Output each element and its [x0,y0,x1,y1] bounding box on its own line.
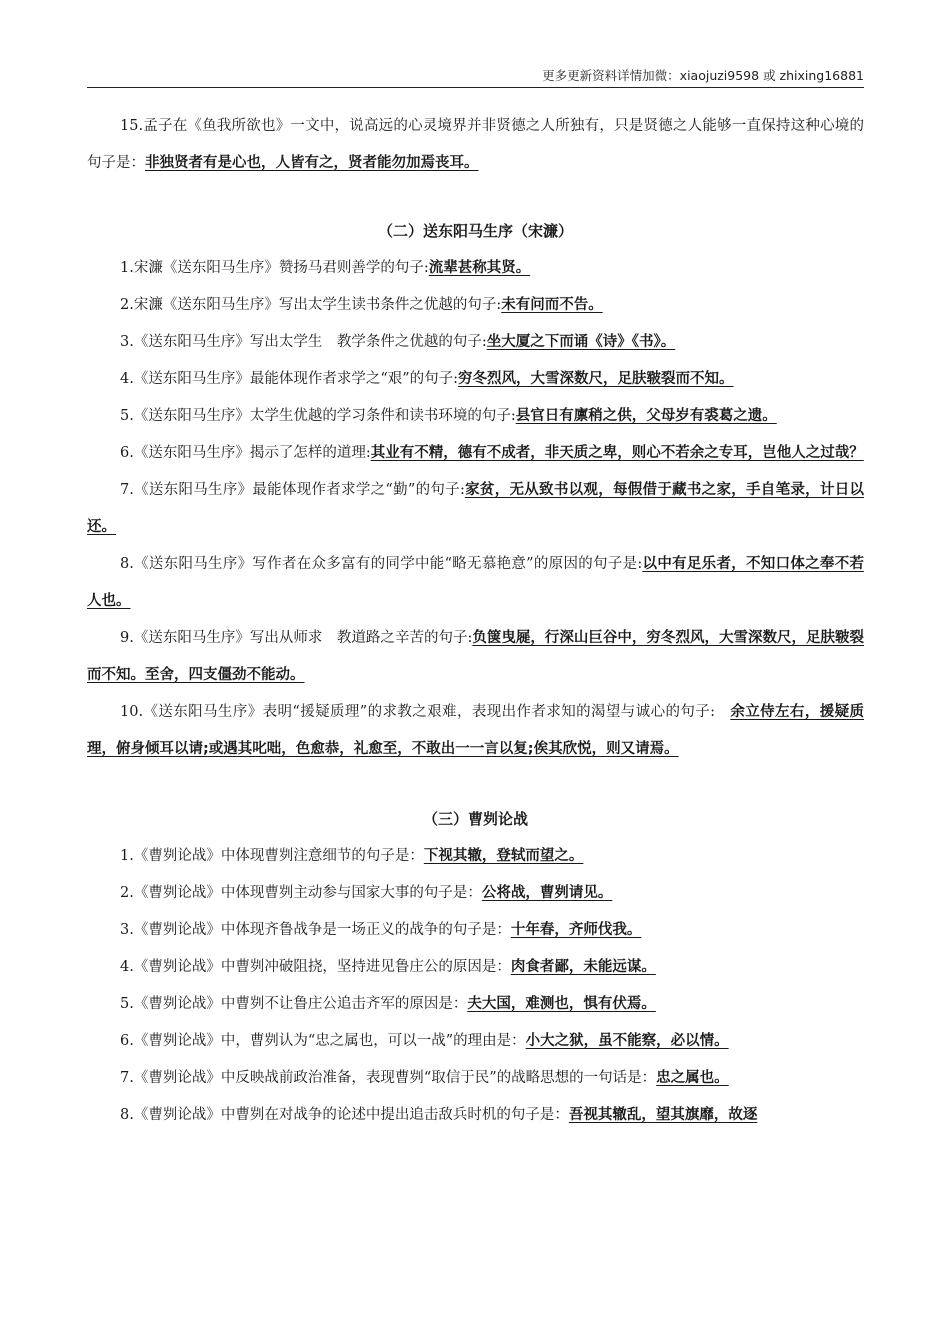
answer-text: 穷冬烈风，大雪深数尺，足肤皲裂而不知。 [458,371,734,387]
question-item [87,287,864,324]
question-prompt: 5.《送东阳马生序》太学生优越的学习条件和读书环境的句子: [120,408,516,424]
question-prompt: 6.《曹刿论战》中，曹刿认为“忠之属也，可以一战”的理由是： [120,1033,526,1049]
answer-text: 下视其辙，登轼而望之。 [423,848,584,864]
question-prompt: 9.《送东阳马生序》写出从师求 教道路之辛苦的句子: [120,630,473,646]
question-prompt: 2.宋濂《送东阳马生序》写出太学生读书条件之优越的句子: [120,297,502,313]
question-prompt: 1.《曹刿论战》中体现曹刿注意细节的句子是： [120,848,424,864]
question-item [87,1097,864,1134]
question-prompt: 10.《送东阳马生序》表明“援疑质理”的求教之艰难，表现出作者求知的渴望与诚心的句子: [120,704,731,720]
answer-text: 其业有不精，德有不成者，非天质之卑，则心不若余之专耳，岂他人之过哉？ [370,445,864,461]
question-item [87,838,864,875]
question-item [87,1060,864,1097]
answer-text: 十年春，齐师伐我。 [510,922,642,938]
answer-text: 非独贤者有是心也，人皆有之，贤者能勿加焉丧耳。 [145,155,479,171]
question-prompt: 8.《送东阳马生序》写作者在众多富有的同学中能“略无慕艳意”的原因的句子是: [120,556,643,572]
section-title: （三）曹刿论战 [422,810,528,828]
question-item [87,912,864,949]
answer-text: 小大之狱，虽不能察，必以情。 [525,1033,729,1049]
question-item [87,250,864,287]
answer-text: 负箧曳屣，行深山巨谷中，穷冬烈风，大雪深数尺，足肤皲裂而不知。至舍，四支僵劲不能动。 [87,630,865,683]
question-item [87,435,864,472]
question-prompt: 15.孟子在《鱼我所欲也》一文中，说高远的心灵境界并非贤德之人所独有，只是贤德之人能够一直保持这种心境的句子是： [87,118,864,171]
question-prompt: 7.《送东阳马生序》最能体现作者求学之“勤”的句子: [120,482,465,498]
answer-text: 夫大国，难测也，惧有伏焉。 [467,996,656,1012]
answer-text: 家贫，无从致书以观，每假借于藏书之家，手自笔录，计日以还。 [87,482,865,535]
answer-text: 以中有足乐者，不知口体之奉不若人也。 [87,556,864,609]
question-prompt: 8.《曹刿论战》中曹刿在对战争的论述中提出追击敌兵时机的句子是： [120,1107,569,1123]
answer-text: 未有问而不告。 [501,297,603,313]
question-prompt: 3.《送东阳马生序》写出太学生 教学条件之优越的句子: [120,334,487,350]
question-prompt: 3.《曹刿论战》中体现齐鲁战争是一场正义的战争的句子是： [120,922,511,938]
question-prompt: 5.《曹刿论战》中曹刿不让鲁庄公追击齐军的原因是： [120,996,468,1012]
question-prompt: 4.《曹刿论战》中曹刿冲破阻挠，坚持进见鲁庄公的原因是： [120,959,511,975]
answer-text: 忠之属也。 [656,1070,729,1086]
question-item [87,546,864,620]
answer-text: 肉食者鄙，未能远谋。 [510,959,656,975]
question-item [87,694,864,768]
answer-text: 余立侍左右，援疑质理，俯身倾耳以请;或遇其叱咄，色愈恭，礼愈至，不敢出一一言以复;俟其欣悦，则又请焉。 [87,704,864,757]
question-item [87,398,864,435]
question-item [87,949,864,986]
question-prompt: 1.宋濂《送东阳马生序》赞扬马君则善学的句子: [120,260,429,276]
question-item [87,1023,864,1060]
question-prompt: 2.《曹刿论战》中体现曹刿主动参与国家大事的句子是： [120,885,482,901]
question-prompt: 4.《送东阳马生序》最能体现作者求学之“艰”的句子: [120,371,459,387]
question-item [87,986,864,1023]
answer-text: 流辈甚称其贤。 [428,260,531,276]
answer-text: 公将战，曹刿请见。 [481,885,613,901]
answer-text: 县官日有廪稍之供，父母岁有裘葛之遗。 [515,408,777,424]
answer-text: 吾视其辙乱，望其旗靡，故逐 [568,1107,758,1123]
question-item [87,472,864,546]
question-item [87,361,864,398]
question-item [87,324,864,361]
page-header: 更多更新资料详情加微：xiaojuzi9598 或 zhixing16881 [542,68,864,83]
question-item [87,620,864,694]
question-prompt: 6.《送东阳马生序》揭示了怎样的道理: [120,445,371,461]
question-prompt: 7.《曹刿论战》中反映战前政治准备，表现曹刿“取信于民”的战略思想的一句话是： [120,1070,657,1086]
question-item [87,875,864,912]
answer-text: 坐大厦之下而诵《诗》《书》。 [486,334,676,350]
header-divider [87,87,864,88]
question-item [87,108,864,182]
section-title: （二）送东阳马生序（宋濂） [377,222,573,240]
document-body [87,108,864,1134]
